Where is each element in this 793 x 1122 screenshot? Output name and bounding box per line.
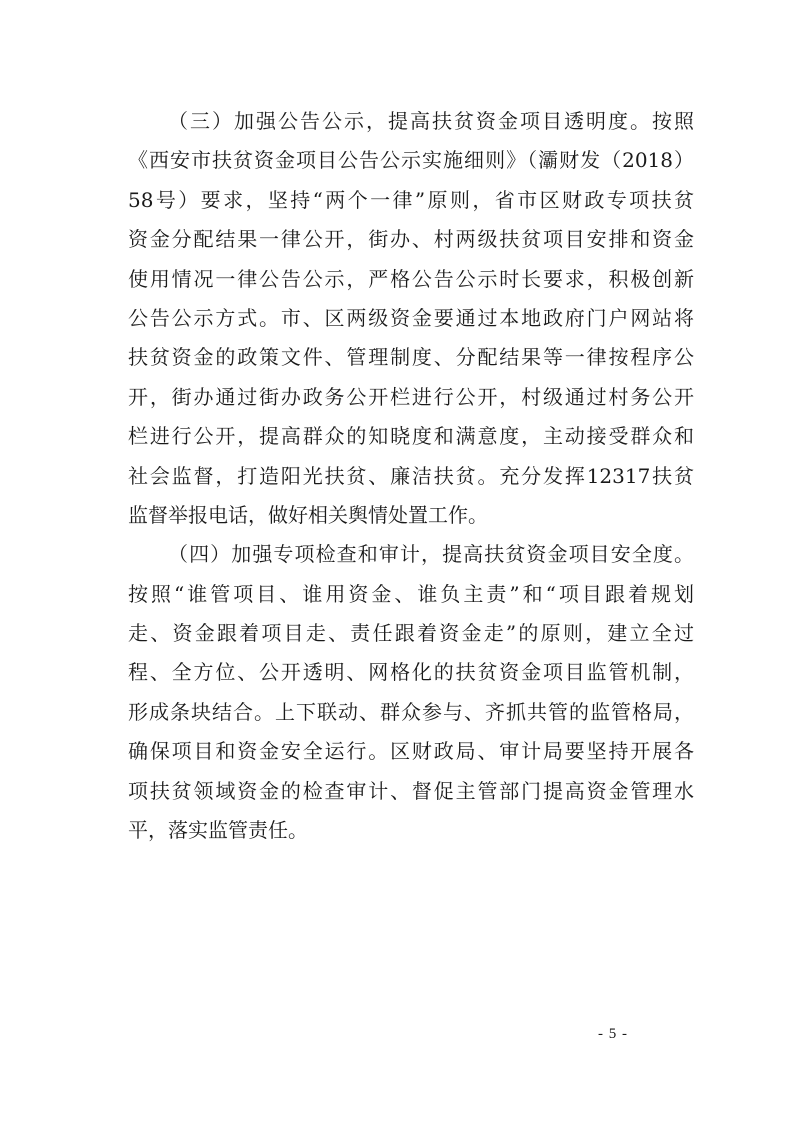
text-line: 平，落实监管责任。 (128, 818, 308, 843)
text-line: 扶贫资金的政策文件、管理制度、分配结果等一律按程序公 (128, 345, 694, 370)
text-line: 58号）要求，坚持“两个一律”原则，省市区财政专项扶贫 (128, 187, 694, 212)
text-line: 开，街办通过街办政务公开栏进行公开，村级通过村务公开 (128, 384, 694, 409)
text-line: 确保项目和资金安全运行。区财政局、审计局要坚持开展各 (128, 739, 694, 764)
text-line: 监督举报电话，做好相关舆情处置工作。 (128, 502, 488, 527)
text-line: 使用情况一律公告公示，严格公告公示时长要求，积极创新 (128, 266, 694, 291)
text-line: 公告公示方式。市、区两级资金要通过本地政府门户网站将 (128, 305, 694, 330)
text-line: 栏进行公开，提高群众的知晓度和满意度，主动接受群众和 (128, 424, 694, 449)
page-number: - 5 - (598, 1026, 628, 1042)
text-line: 《西安市扶贫资金项目公告公示实施细则》（灞财发（2018） (128, 148, 694, 173)
paragraph-4 (128, 535, 694, 850)
text-line: 项扶贫领域资金的检查审计、督促主管部门提高资金管理水 (128, 778, 694, 803)
text-line: 走、资金跟着项目走、责任跟着资金走”的原则，建立全过 (128, 621, 694, 646)
text-line: （四）加强专项检查和审计，提高扶贫资金项目安全度。 (168, 542, 694, 567)
text-line: 按照“谁管项目、谁用资金、谁负主责”和“项目跟着规划 (128, 581, 694, 606)
text-line: 社会监督，打造阳光扶贫、廉洁扶贫。充分发挥12317扶贫 (128, 463, 694, 488)
text-line: 资金分配结果一律公开，街办、村两级扶贫项目安排和资金 (128, 227, 694, 252)
text-line: 形成条块结合。上下联动、群众参与、齐抓共管的监管格局， (128, 699, 694, 724)
paragraph-3 (128, 102, 694, 535)
text-line: 程、全方位、公开透明、网格化的扶贫资金项目监管机制， (128, 660, 694, 685)
body-text (128, 102, 694, 850)
text-line: （三）加强公告公示，提高扶贫资金项目透明度。按照 (168, 109, 694, 133)
